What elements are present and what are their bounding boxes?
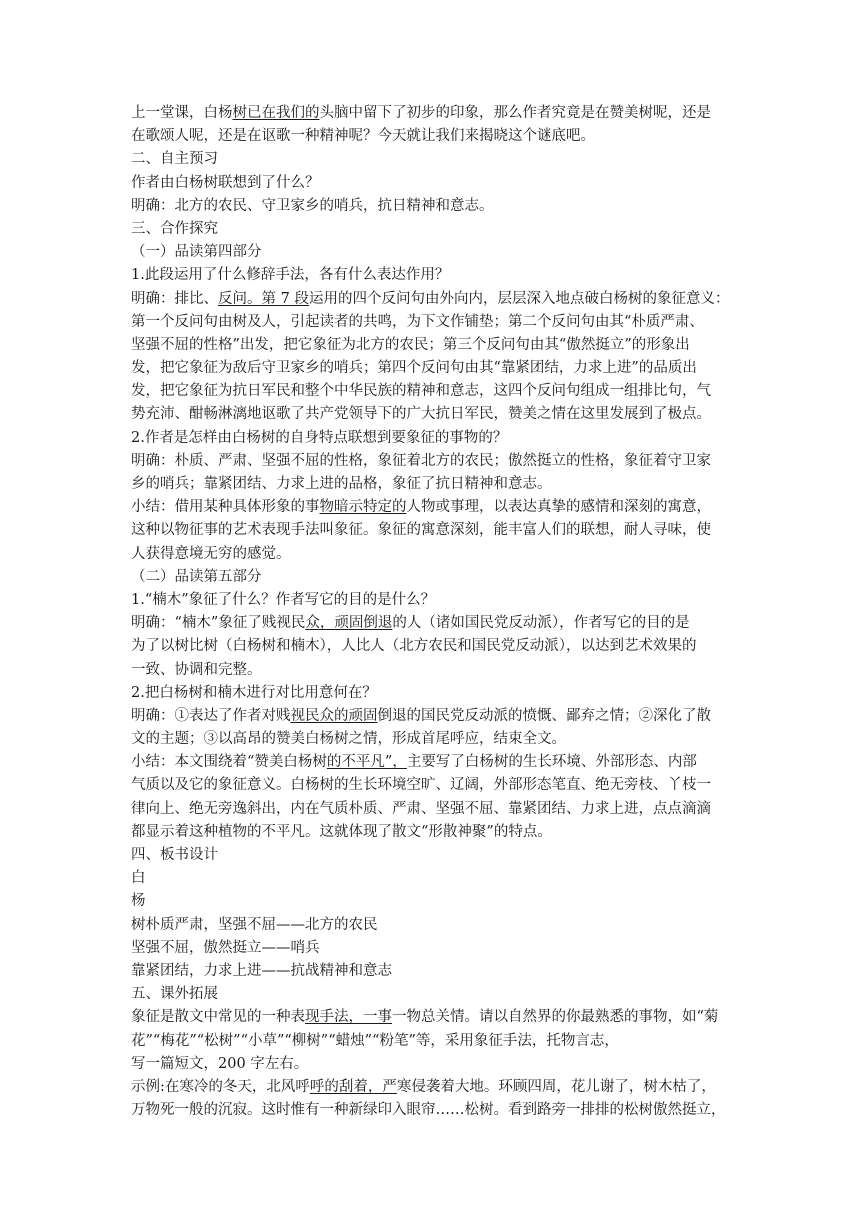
text-segment: 运用的四个反问句由外向内，层层深入地点破白杨树的象征意义：: [308, 290, 730, 307]
text-segment: 二、自主预习: [131, 151, 218, 168]
text-segment: 靠紧团结，力求上进——抗战精神和意志: [131, 962, 392, 979]
text-line: [131, 960, 732, 983]
text-segment: 这种以物征事的艺术表现手法叫象征。象征的寓意深刻，能丰富人们的联想，耐人寻味，使: [131, 522, 711, 539]
text-segment: 2.把白杨树和楠木进行对比用意何在？: [131, 684, 377, 701]
text-line: [131, 403, 732, 426]
text-line: [131, 148, 732, 171]
text-line: [131, 311, 732, 334]
text-segment: 2.作者是怎样由白杨树的自身特点联想到要象征的事物的？: [131, 429, 508, 446]
text-line: [131, 172, 732, 195]
text-line: [131, 1076, 732, 1099]
text-line: [131, 218, 732, 241]
text-line: [131, 821, 732, 844]
underlined-text: 现手法，一事: [305, 1009, 392, 1026]
text-segment: 明确：排比、: [131, 290, 218, 307]
text-line: [131, 264, 732, 287]
text-line: [131, 288, 732, 311]
text-segment: 明确：“楠木”象征了贱视民: [131, 615, 306, 632]
text-line: [131, 102, 732, 125]
text-segment: 倒退的国民党反动派的愤慨、鄙弃之情；②深化了散: [377, 707, 711, 724]
text-segment: 人获得意境无穷的感觉。: [131, 545, 291, 562]
underlined-text: 视民众的顽固: [290, 707, 378, 724]
text-segment: 都显示着这种植物的不平凡。这就体现了散文“形散神聚”的特点。: [131, 823, 552, 840]
underlined-text: 的不平凡”，: [326, 754, 407, 771]
text-segment: 一致、协调和完整。: [131, 661, 262, 678]
text-segment: 坚强不屈，傲然挺立——哨兵: [131, 939, 320, 956]
text-line: [131, 473, 732, 496]
text-segment: （二）品读第五部分: [131, 568, 262, 585]
text-line: [131, 125, 732, 148]
text-line: [131, 543, 732, 566]
text-segment: 人物或事理，以表达真挚的感情和深刻的寓意，: [406, 499, 711, 516]
text-line: [131, 867, 732, 890]
text-segment: 杨: [131, 893, 146, 910]
body-text: [131, 102, 732, 1122]
text-segment: 作者由白杨树联想到了什么？: [131, 174, 320, 191]
text-segment: 气质以及它的象征意义。白杨树的生长环境空旷、辽阔，外部形态笔直、绝无旁枝、丫枝一: [131, 777, 711, 794]
text-segment: 上一堂课，白杨: [131, 105, 233, 121]
text-line: [131, 682, 732, 705]
text-segment: （一）品读第四部分: [131, 244, 262, 261]
text-segment: 花”“梅花”“松树”“小草”“柳树”“蜡烛”“粉笔”等，采用象征手法，托物言志，: [131, 1032, 619, 1049]
text-segment: 白: [131, 870, 146, 887]
text-line: [131, 612, 732, 635]
text-line: [131, 241, 732, 264]
text-segment: 坚强不屈的性格”出发，把它象征为北方的农民；第三个反问句由其“傲然挺立”的形象出: [131, 336, 690, 353]
text-segment: 寒侵袭着大地。环顾四周，花儿谢了，树木枯了，: [396, 1078, 716, 1095]
text-segment: 在歌颂人呢，还是在讴歌一种精神呢？今天就让我们来揭晓这个谜底吧。: [131, 128, 595, 145]
text-segment: 三、合作探究: [131, 220, 218, 237]
text-line: [131, 589, 732, 612]
text-line: [131, 1053, 732, 1076]
underlined-text: 众，顽固倒退: [305, 615, 393, 632]
text-segment: 头脑中留下了初步的印象，那么作者究竟是在赞美树呢，还是: [319, 105, 711, 121]
text-line: [131, 937, 732, 960]
text-segment: 1.此段运用了什么修辞手法，各有什么表达作用？: [131, 267, 450, 284]
text-line: [131, 195, 732, 218]
text-segment: 明确：朴质、严肃、坚强不屈的性格，象征着北方的农民；傲然挺立的性格，象征着守卫家: [131, 452, 711, 469]
text-line: [131, 983, 732, 1006]
text-segment: 明确：北方的农民、守卫家乡的哨兵，抗日精神和意志。: [131, 197, 494, 214]
text-line: [131, 728, 732, 751]
text-segment: 象征是散文中常见的一种表: [131, 1009, 305, 1026]
text-line: [131, 751, 732, 774]
text-line: [131, 844, 732, 867]
text-line: [131, 659, 732, 682]
text-line: [131, 1030, 732, 1053]
underlined-text: 树已在我们的: [232, 105, 320, 121]
text-segment: 示例:在寒冷的冬天，北风呼: [131, 1078, 310, 1095]
text-line: [131, 357, 732, 380]
text-segment: 小结：借用某种具体形象的事: [131, 499, 320, 516]
underlined-text: 物暗示特定的: [319, 499, 407, 516]
text-segment: 第一个反问句由树及人，引起读者的共鸣，为下文作铺垫；第二个反问句由其“朴质严肃、: [131, 313, 704, 330]
text-line: [131, 334, 732, 357]
text-segment: 势充沛、酣畅淋漓地讴歌了共产党领导下的广大抗日军民，赞美之情在这里发展到了极点。: [131, 406, 711, 423]
text-line: [131, 496, 732, 519]
text-line: [131, 566, 732, 589]
text-segment: 树朴质严肃，坚强不屈——北方的农民: [131, 916, 378, 933]
text-segment: 文的主题；③以高昂的赞美白杨树之情，形成首尾呼应，结束全文。: [131, 731, 566, 748]
text-line: [131, 519, 732, 542]
text-segment: 一物总关情。请以自然界的你最熟悉的事物，如“菊: [392, 1009, 719, 1026]
text-line: [131, 635, 732, 658]
text-segment: 万物死一般的沉寂。这时惟有一种新绿印入眼帘……松树。看到路旁一排排的松树傲然挺立，: [131, 1102, 726, 1119]
text-line: [131, 914, 732, 937]
text-line: [131, 1099, 732, 1122]
text-line: [131, 427, 732, 450]
text-segment: 的人（诸如国民党反动派），作者写它的目的是: [392, 615, 690, 632]
text-segment: 发，把它象征为敌后守卫家乡的哨兵；第四个反问句由其“靠紧团结，力求上进”的品质出: [131, 360, 697, 377]
text-line: [131, 1006, 732, 1029]
text-segment: 写一篇短文，200 字左右。: [131, 1055, 309, 1072]
text-line: [131, 890, 732, 913]
text-segment: 乡的哨兵；靠紧团结、力求上进的品格，象征了抗日精神和意志。: [131, 476, 552, 492]
text-segment: 小结：本文围绕着“赞美白杨树: [131, 754, 327, 771]
underlined-text: 呼的刮着，严: [309, 1078, 397, 1095]
text-segment: 律向上、绝无旁逸斜出，内在气质朴质、严肃、坚强不屈、靠紧团结、力求上进，点点滴滴: [131, 800, 711, 817]
text-segment: 明确：①表达了作者对贱: [131, 707, 291, 724]
text-segment: 1.“楠木”象征了什么？作者写它的目的是什么？: [131, 591, 436, 608]
text-segment: 五、课外拓展: [131, 986, 218, 1003]
text-line: [131, 450, 732, 473]
text-segment: 四、板书设计: [131, 847, 218, 863]
text-line: [131, 380, 732, 403]
text-segment: 为了以树比树（白杨树和楠木），人比人（北方农民和国民党反动派），以达到艺术效果的: [131, 638, 697, 655]
text-line: [131, 774, 732, 797]
text-segment: 发，把它象征为抗日军民和整个中华民族的精神和意志，这四个反问句组成一组排比句，气: [131, 383, 711, 400]
text-line: [131, 705, 732, 728]
underlined-text: 反问。第 7 段: [218, 290, 309, 307]
text-line: [131, 798, 732, 821]
text-segment: 主要写了白杨树的生长环境、外部形态、内部: [406, 754, 697, 771]
